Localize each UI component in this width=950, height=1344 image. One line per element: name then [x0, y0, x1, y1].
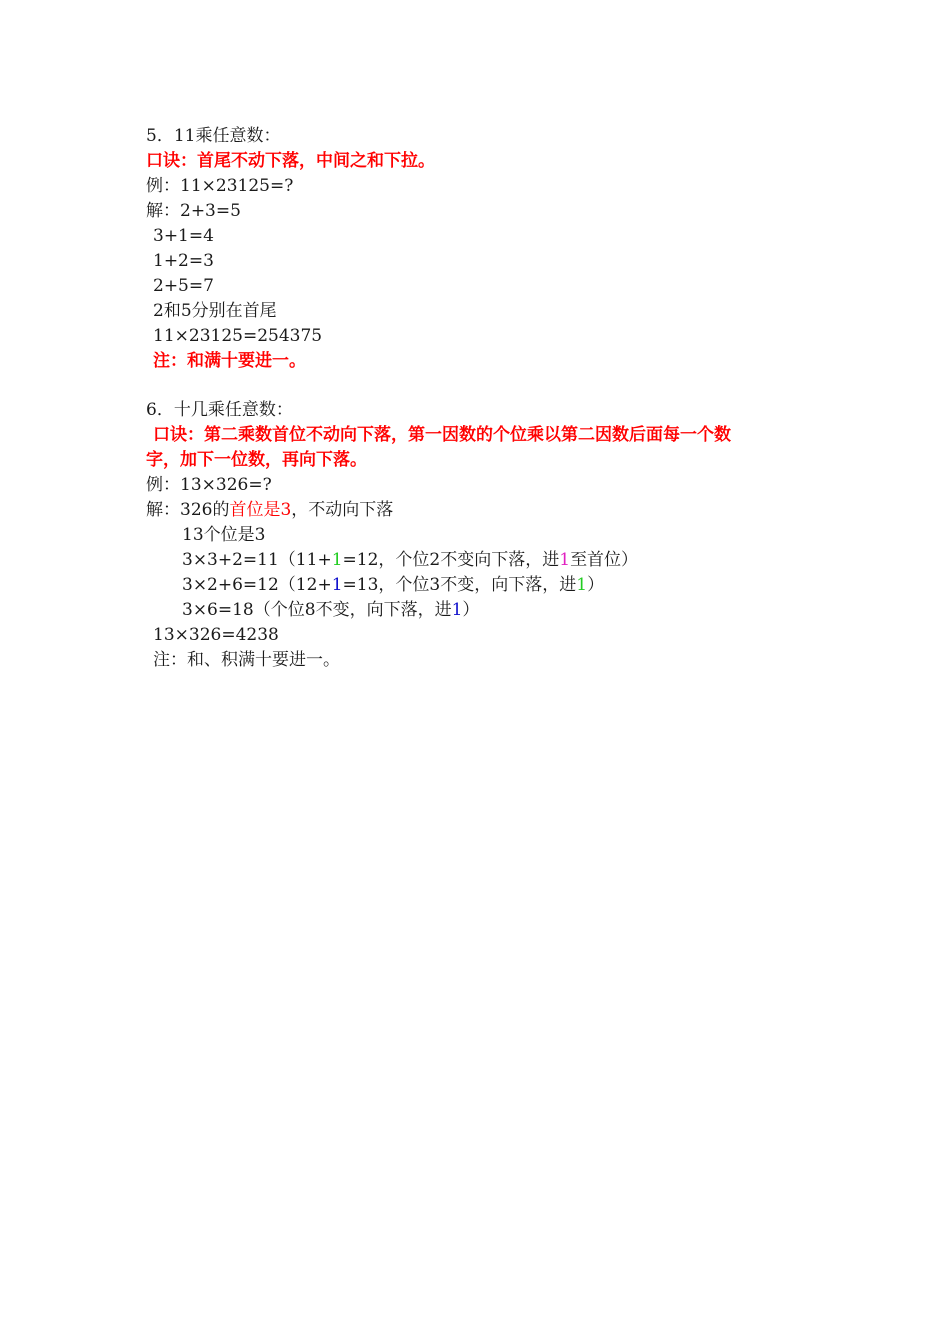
solution-label: 解： [146, 201, 180, 221]
carry-digit: 1 [331, 550, 343, 570]
calc-line-3: 3×6=18（个位8不变，向下落，进1） [182, 600, 480, 620]
carry-digit: 1 [451, 600, 463, 620]
calc-line-1: 3×3+2=11（11+1=12，个位2不变向下落，进1至首位） [182, 550, 639, 570]
solution-step-5: 2和5分别在首尾 [153, 301, 277, 321]
section-6-rhyme-line-2: 字，加下一位数，再向下落。 [146, 450, 367, 470]
section-5-solution-line [146, 199, 241, 224]
carry-digit: 1 [576, 575, 588, 595]
section-5-heading: 5．11乘任意数： [146, 126, 281, 146]
section-6-result: 13×326=4238 [153, 625, 279, 645]
carry-digit: 1 [331, 575, 343, 595]
section-5-note: 注：和满十要进一。 [153, 351, 306, 371]
section-6-rhyme-line-1: 口诀：第二乘数首位不动向下落，第一因数的个位乘以第二因数后面每一个数 [153, 425, 731, 445]
solution-step-4: 2+5=7 [153, 276, 214, 296]
section-5-result: 11×23125=254375 [153, 326, 323, 346]
section-5-rhyme: 口诀：首尾不动下落，中间之和下拉。 [146, 151, 435, 171]
solution-step-2: 3+1=4 [153, 226, 214, 246]
section-6-note: 注：和、积满十要进一。 [153, 650, 340, 670]
units-digit-line: 13个位是3 [182, 525, 266, 545]
solution-step-1: 2+3=5 [180, 201, 241, 221]
section-6-example: 例：13×326=? [146, 475, 272, 495]
section-5-example: 例：11×23125=? [146, 176, 294, 196]
section-6-solution-line: 解：326的首位是3，不动向下落 [146, 500, 394, 520]
carry-digit: 1 [559, 550, 571, 570]
section-6-heading: 6．十几乘任意数： [146, 400, 293, 420]
highlight-first-digit: 首位是3 [229, 500, 292, 520]
calc-line-2: 3×2+6=12（12+1=13，个位3不变，向下落，进1） [182, 575, 605, 595]
solution-step-3: 1+2=3 [153, 251, 214, 271]
